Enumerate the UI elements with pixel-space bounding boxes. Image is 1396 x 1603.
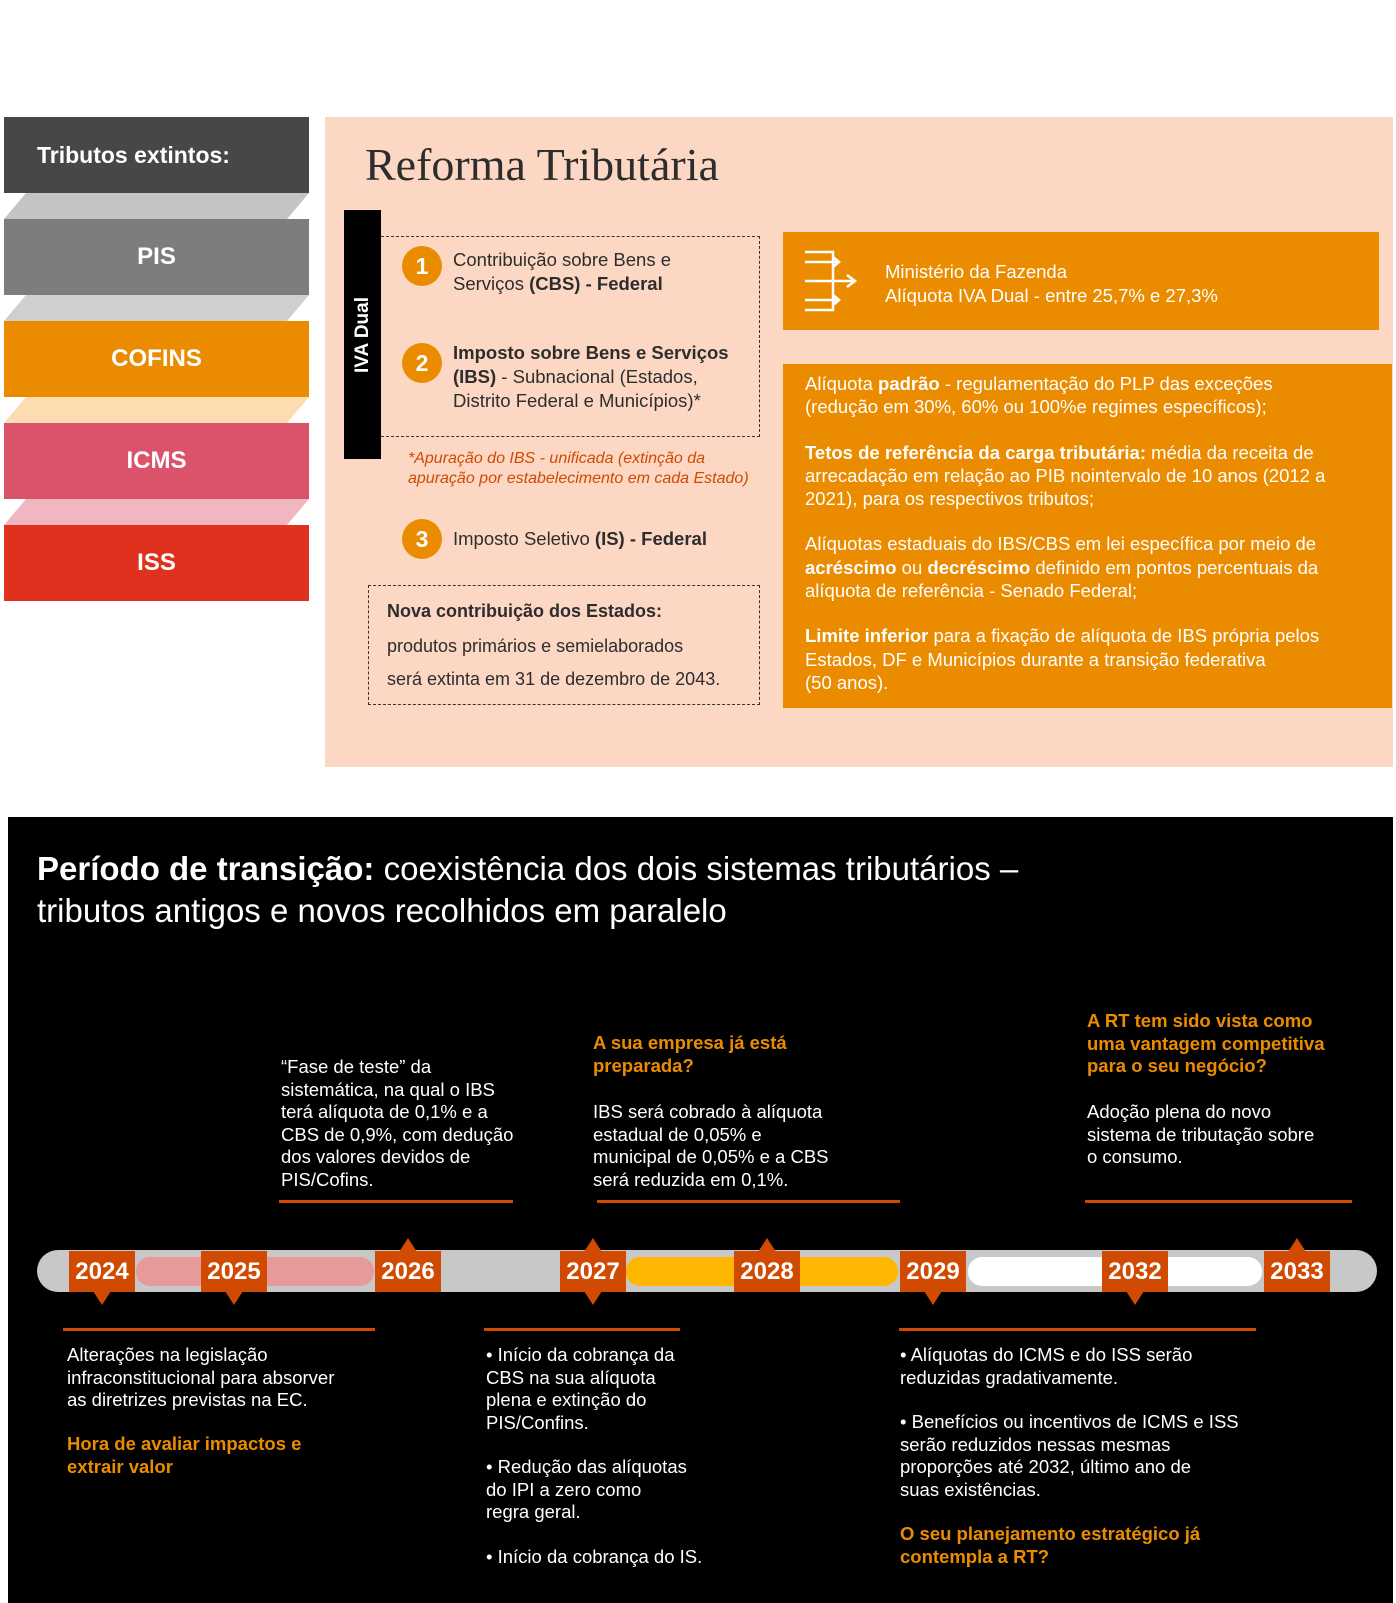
text-line: suas existências. xyxy=(900,1478,1041,1500)
text-line: serão reduzidos nessas mesmas xyxy=(900,1433,1171,1455)
details-box xyxy=(783,364,1392,708)
text-2024 xyxy=(67,1344,334,1412)
tributo-cofins xyxy=(4,321,309,397)
text-2033 xyxy=(1087,1101,1314,1169)
marker-down-2024 xyxy=(93,1291,111,1305)
tributo-label: ISS xyxy=(137,549,176,576)
year-2025: 2025 xyxy=(201,1251,267,1292)
year-2024: 2024 xyxy=(69,1251,135,1292)
underline-2029 xyxy=(899,1328,1256,1331)
text-line: CBS de 0,9%, com dedução xyxy=(281,1123,514,1145)
underline-2024 xyxy=(63,1328,375,1331)
ministerio-line1: Ministério da Fazenda xyxy=(885,261,1068,282)
year-2032: 2032 xyxy=(1102,1251,1168,1292)
text-line: • Benefícios ou incentivos de ICMS e ISS xyxy=(900,1411,1239,1432)
is-item: Imposto Seletivo (IS) - Federal xyxy=(453,528,707,549)
text-line: plena e extinção do xyxy=(486,1389,647,1410)
text-line: municipal de 0,05% e a CBS xyxy=(593,1146,829,1167)
text-line: as diretrizes previstas na EC. xyxy=(67,1389,308,1410)
text-line: extrair valor xyxy=(67,1455,173,1477)
text-line: Alterações na legislação xyxy=(67,1344,268,1365)
marker-up-2026 xyxy=(399,1238,417,1252)
marker-up-2027 xyxy=(584,1238,602,1252)
text-2026 xyxy=(281,1056,513,1191)
connector-shape xyxy=(4,295,309,321)
underline-2033 xyxy=(1085,1200,1352,1203)
ibs-note: *Apuração do IBS - unificada (extinção da apuração por estabelecimento em cada Estado) xyxy=(408,450,749,487)
cbs-item xyxy=(453,248,671,296)
text-line: dos valores devidos de xyxy=(281,1146,471,1167)
ibs-line2: (IBS) - Subnacional (Estados, xyxy=(453,366,698,387)
text-2028 xyxy=(593,1101,829,1191)
question-2029 xyxy=(900,1523,1200,1568)
question-2024 xyxy=(67,1433,301,1478)
ibs-line3: Distrito Federal e Municípios)* xyxy=(453,390,701,411)
number-badge-3: 3 xyxy=(402,519,442,559)
marker-down-2029 xyxy=(924,1291,942,1305)
ibs-line1: Imposto sobre Bens e Serviços xyxy=(453,342,729,363)
ministerio-box xyxy=(783,232,1379,330)
marker-up-2033 xyxy=(1288,1238,1306,1252)
nova-title: Nova contribuição dos Estados: xyxy=(387,601,663,621)
year-2026: 2026 xyxy=(375,1251,441,1292)
text-line: estadual de 0,05% e xyxy=(593,1123,762,1145)
bullet-item xyxy=(486,1546,702,1569)
underline-2028 xyxy=(597,1200,900,1203)
tributo-label: PIS xyxy=(137,243,176,270)
text-line: • Início da cobrança da xyxy=(486,1344,675,1365)
question-2028 xyxy=(593,1032,787,1077)
reforma-title: Reforma Tributária xyxy=(365,139,719,190)
iva-dual-bar xyxy=(344,210,381,459)
text-line: PIS/Cofins. xyxy=(281,1168,374,1190)
arrows-list-icon xyxy=(803,250,861,312)
year-2033: 2033 xyxy=(1264,1251,1330,1292)
tributo-label: COFINS xyxy=(111,345,202,372)
underline-2026 xyxy=(279,1200,513,1203)
bullet-item xyxy=(900,1411,1239,1501)
marker-up-2028 xyxy=(758,1238,776,1252)
ministerio-line2: Alíquota IVA Dual - entre 25,7% e 27,3% xyxy=(885,285,1218,306)
text-line: IBS será cobrado à alíquota xyxy=(593,1101,823,1122)
detail-paragraph: Alíquota padrão - regulamentação do PLP das exceções (redução em 30%, 60% ou 100%e regimes específicos); xyxy=(805,373,1273,418)
connector-shape xyxy=(4,397,309,423)
bullet-item xyxy=(486,1344,702,1434)
marker-down-2027 xyxy=(584,1291,602,1305)
cbs-line1: Contribuição sobre Bens e xyxy=(453,249,672,270)
text-line: O seu planejamento estratégico já xyxy=(900,1523,1201,1544)
tributos-extintos-header xyxy=(4,117,309,193)
detail-paragraph: Tetos de referência da carga tributária: média da receita de arrecadação em relação ao PIB nointervalo de 10 anos (2012 a 2021), para os respectivos tributos; xyxy=(805,441,1326,510)
text-line: PIS/Confins. xyxy=(486,1411,589,1433)
text-line: Hora de avaliar impactos e xyxy=(67,1433,302,1454)
transition-title: Período de transição: coexistência dos dois sistemas tributários – tributos antigos e novos recolhidos em paralelo xyxy=(37,850,1019,929)
text-line: sistemática, na qual o IBS xyxy=(281,1078,495,1100)
bullet-item xyxy=(900,1344,1239,1389)
tributo-icms xyxy=(4,423,309,499)
underline-2027 xyxy=(484,1328,680,1331)
text-line: A RT tem sido vista como xyxy=(1087,1010,1313,1031)
text-line: será reduzida em 0,1%. xyxy=(593,1168,789,1190)
text-line: • Redução das alíquotas xyxy=(486,1456,687,1477)
number-badge-1: 1 xyxy=(402,246,442,286)
tributo-pis xyxy=(4,219,309,295)
text-line: • Início da cobrança do IS. xyxy=(486,1545,703,1567)
text-line: terá alíquota de 0,1% e a xyxy=(281,1101,488,1122)
year-2027: 2027 xyxy=(560,1251,626,1292)
text-line: para o seu negócio? xyxy=(1087,1055,1267,1076)
connector-shape xyxy=(4,499,309,525)
nova-line2: será extinta em 31 de dezembro de 2043. xyxy=(387,669,721,689)
header-label: Tributos extintos: xyxy=(37,141,230,168)
text-line: “Fase de teste” da xyxy=(281,1056,432,1077)
bullet-item xyxy=(486,1456,702,1524)
ibs-item xyxy=(453,341,729,413)
text-line: Adoção plena do novo xyxy=(1087,1101,1272,1122)
text-line: A sua empresa já está xyxy=(593,1032,787,1053)
marker-down-2032 xyxy=(1126,1291,1144,1305)
text-line: contempla a RT? xyxy=(900,1545,1050,1567)
text-line: reduzidas gradativamente. xyxy=(900,1366,1119,1388)
text-line: preparada? xyxy=(593,1054,694,1076)
text-line: regra geral. xyxy=(486,1501,581,1522)
number-badge-2: 2 xyxy=(402,343,442,383)
iva-dual-label: IVA Dual xyxy=(351,296,373,373)
detail-paragraph: Limite inferior para a fixação de alíquota de IBS própria pelos Estados, DF e Municípios durante a transição federativa (50 anos). xyxy=(805,625,1320,693)
nova-contribuicao-text xyxy=(387,599,720,696)
text-line: uma vantagem competitiva xyxy=(1087,1032,1325,1054)
marker-down-2025 xyxy=(225,1291,243,1305)
text-line: o consumo. xyxy=(1087,1146,1183,1167)
text-line: proporções até 2032, último ano de xyxy=(900,1456,1192,1477)
text-line: infraconstitucional para absorver xyxy=(67,1366,335,1388)
detail-paragraph: Alíquotas estaduais do IBS/CBS em lei específica por meio de acréscimo ou decréscimo definido em pontos percentuais da alíquota de referência - Senado Federal; xyxy=(805,533,1319,602)
question-2033 xyxy=(1087,1010,1325,1078)
text-line: CBS na sua alíquota xyxy=(486,1366,656,1388)
text-2027 xyxy=(486,1344,702,1568)
cbs-line2: Serviços (CBS) - Federal xyxy=(453,273,663,294)
text-2029 xyxy=(900,1344,1239,1501)
text-line: • Alíquotas do ICMS e do ISS serão xyxy=(900,1344,1193,1365)
year-2028: 2028 xyxy=(734,1251,800,1292)
text-line: sistema de tributação sobre xyxy=(1087,1123,1315,1145)
text-line: do IPI a zero como xyxy=(486,1478,642,1500)
connector-shape xyxy=(4,193,309,219)
tributo-iss xyxy=(4,525,309,601)
tributo-label: ICMS xyxy=(126,447,187,474)
nova-line1: produtos primários e semielaborados xyxy=(387,636,684,656)
year-2029: 2029 xyxy=(900,1251,966,1292)
